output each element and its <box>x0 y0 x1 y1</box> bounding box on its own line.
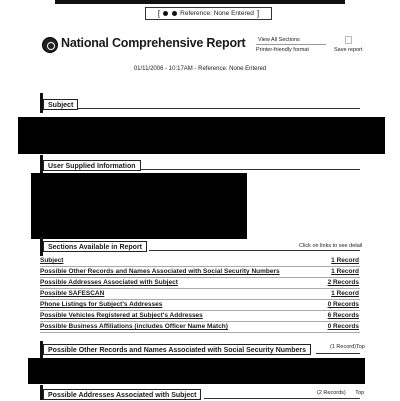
top-bar <box>55 0 345 4</box>
available-row-count[interactable]: 1 Record <box>331 290 359 297</box>
seal-icon <box>42 37 58 53</box>
top-link[interactable]: Top <box>355 390 365 396</box>
section-rule <box>78 108 360 109</box>
redacted-block <box>28 358 365 384</box>
row-divider <box>40 310 360 311</box>
reference-banner <box>145 7 272 20</box>
redacted-block <box>18 117 385 154</box>
available-row-link[interactable]: Possible Business Affiliations (includes Officer Name Match) <box>40 323 228 330</box>
section-header-possible-other: Possible Other Records and Names Associated with Social Security Numbers <box>43 344 311 355</box>
page-title: National Comprehensive Report <box>61 36 246 50</box>
available-note: Click on links to see detail <box>299 243 363 249</box>
section-header-subject: Subject <box>43 99 78 110</box>
section-rule <box>204 398 360 399</box>
available-row-link[interactable]: Phone Listings for Subject's Addresses <box>40 301 163 308</box>
bracket-right-icon: ] <box>256 9 260 18</box>
available-row-count[interactable]: 1 Record <box>331 257 359 264</box>
save-report-link[interactable]: Save report <box>334 47 363 53</box>
datetime-line: 01/11/2006 - 10:17AM - Reference: None Entered <box>133 66 267 72</box>
possible-addresses-meta <box>317 390 364 396</box>
row-divider <box>40 288 360 289</box>
view-all-sections-select[interactable]: View All Sections <box>258 37 300 43</box>
glasses-icon <box>163 11 177 17</box>
section-header-available: Sections Available in Report <box>43 241 147 252</box>
available-row-link[interactable]: Possible SAFESCAN <box>40 290 105 297</box>
available-row-count[interactable]: 6 Records <box>327 312 359 319</box>
record-count: (1 Record) <box>330 344 356 350</box>
row-divider <box>40 321 360 322</box>
available-row-link[interactable]: Possible Vehicles Registered at Subject's Addresses <box>40 312 203 319</box>
row-divider <box>40 299 360 300</box>
available-row-count[interactable]: 0 Records <box>327 301 359 308</box>
record-count: (2 Records) <box>317 390 346 396</box>
section-rule <box>149 250 360 251</box>
save-icon[interactable] <box>345 36 352 44</box>
available-row-link[interactable]: Possible Other Records and Names Associated with Social Security Numbers <box>40 268 280 275</box>
available-row-count[interactable]: 1 Record <box>331 268 359 275</box>
available-row-count[interactable]: 0 Records <box>327 323 359 330</box>
printer-friendly-link[interactable]: Printer-friendly format <box>256 47 309 53</box>
section-header-user-supplied: User Supplied Information <box>43 160 141 171</box>
available-row-link[interactable]: Possible Addresses Associated with Subject <box>40 279 178 286</box>
redacted-block <box>31 173 247 239</box>
section-header-possible-addresses: Possible Addresses Associated with Subject <box>43 389 201 400</box>
available-row-link[interactable]: Subject <box>40 257 64 264</box>
possible-other-meta <box>330 344 365 350</box>
top-link[interactable]: Top <box>355 344 365 350</box>
row-divider <box>40 266 360 267</box>
available-row-count[interactable]: 2 Records <box>327 279 359 286</box>
row-divider <box>40 277 360 278</box>
bracket-left-icon: [ <box>157 9 161 18</box>
reference-text: Reference: None Entered <box>180 10 254 17</box>
row-divider <box>40 332 360 333</box>
section-rule <box>140 169 360 170</box>
section-rule <box>316 353 360 354</box>
view-all-underline <box>256 44 326 45</box>
